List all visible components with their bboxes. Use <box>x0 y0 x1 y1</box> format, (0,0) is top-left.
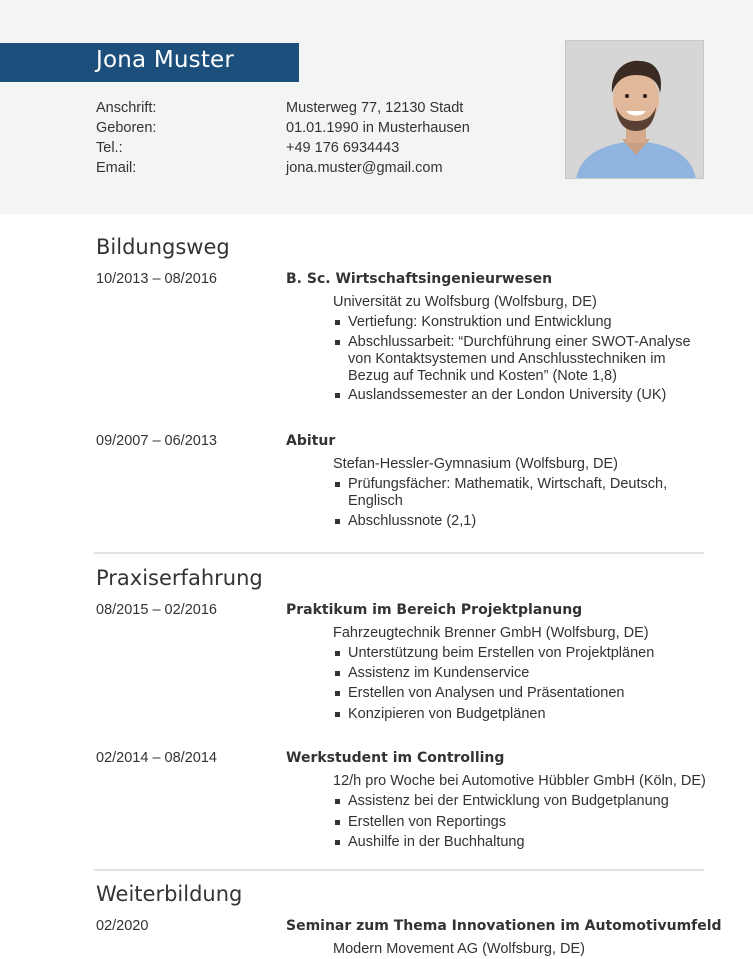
list-item-text: Unterstützung beim Erstellen von Projektplänen <box>348 645 655 661</box>
contact-label: Tel.: <box>96 140 123 156</box>
bullet-icon <box>335 671 340 676</box>
entry-date: 08/2015 – 02/2016 <box>96 602 217 618</box>
entry-title: Praktikum im Bereich Projektplanung <box>286 602 583 618</box>
bullet-icon <box>335 799 340 804</box>
list-item-text: Auslandssemester an der London University (UK) <box>348 387 667 403</box>
entry-subtitle: 12/h pro Woche bei Automotive Hübbler GmbH (Köln, DE) <box>333 773 706 789</box>
list-item-text: Konzipieren von Budgetplänen <box>348 706 546 722</box>
contact-value: +49 176 6934443 <box>286 140 400 156</box>
section-divider <box>94 552 704 554</box>
bullet-icon <box>335 840 340 845</box>
entry-subtitle: Modern Movement AG (Wolfsburg, DE) <box>333 941 585 957</box>
entry-title: Werkstudent im Controlling <box>286 750 505 766</box>
bullet-icon <box>335 482 340 487</box>
list-item-text: Vertiefung: Konstruktion und Entwicklung <box>348 314 612 330</box>
contact-value: jona.muster@gmail.com <box>286 160 443 176</box>
section-title-weiterbildung: Weiterbildung <box>96 882 243 906</box>
entry-date: 09/2007 – 06/2013 <box>96 433 217 449</box>
contact-row-phone <box>0 140 560 160</box>
bullet-icon <box>335 712 340 717</box>
entry-title: B. Sc. Wirtschaftsingenieurwesen <box>286 271 553 287</box>
bullet-icon <box>335 651 340 656</box>
list-item-text: Assistenz bei der Entwicklung von Budgetplanung <box>348 793 669 809</box>
bullet-icon <box>335 691 340 696</box>
bullet-icon <box>335 340 340 345</box>
list-item-text: Assistenz im Kundenservice <box>348 665 530 681</box>
contact-label: Geboren: <box>96 120 157 136</box>
bullet-icon <box>335 393 340 398</box>
bullet-icon <box>335 519 340 524</box>
contact-row-birth <box>0 120 560 140</box>
section-title-praxiserfahrung: Praxiserfahrung <box>96 566 263 590</box>
entry-subtitle: Fahrzeugtechnik Brenner GmbH (Wolfsburg, DE) <box>333 625 649 641</box>
person-name: Jona Muster <box>96 47 235 73</box>
entry-title: Seminar zum Thema Innovationen im Automotivumfeld <box>286 918 722 934</box>
contact-value: 01.01.1990 in Musterhausen <box>286 120 470 136</box>
section-title-bildungsweg: Bildungsweg <box>96 235 230 259</box>
list-item-text: Aushilfe in der Buchhaltung <box>348 834 525 850</box>
entry-subtitle: Stefan-Hessler-Gymnasium (Wolfsburg, DE) <box>333 456 618 472</box>
entry-date: 10/2013 – 08/2016 <box>96 271 217 287</box>
portrait-icon <box>566 41 704 179</box>
entry-date: 02/2014 – 08/2014 <box>96 750 217 766</box>
list-item-text: Prüfungsfächer: Mathematik, Wirtschaft, Deutsch, Englisch <box>348 476 668 509</box>
list-item-text: Erstellen von Analysen und Präsentationen <box>348 685 625 701</box>
section-divider <box>94 869 704 871</box>
profile-photo <box>565 40 704 179</box>
entry-title: Abitur <box>286 433 336 449</box>
contact-label: Email: <box>96 160 137 176</box>
entry-subtitle: Universität zu Wolfsburg (Wolfsburg, DE) <box>333 294 597 310</box>
list-item-text: Abschlussarbeit: “Durchführung einer SWOT-Analyse von Kontaktsystemen und Anschlusstechniken im Bezug auf Technik und Kosten” (Note 1,8) <box>348 334 691 384</box>
entry-date: 02/2020 <box>96 918 149 934</box>
contact-value: Musterweg 77, 12130 Stadt <box>286 100 464 116</box>
contact-label: Anschrift: <box>96 100 157 116</box>
bullet-icon <box>335 820 340 825</box>
contact-row-email <box>0 160 560 180</box>
list-item-text: Erstellen von Reportings <box>348 814 506 830</box>
list-item-text: Abschlussnote (2,1) <box>348 513 477 529</box>
bullet-icon <box>335 320 340 325</box>
contact-row-address <box>0 100 560 120</box>
